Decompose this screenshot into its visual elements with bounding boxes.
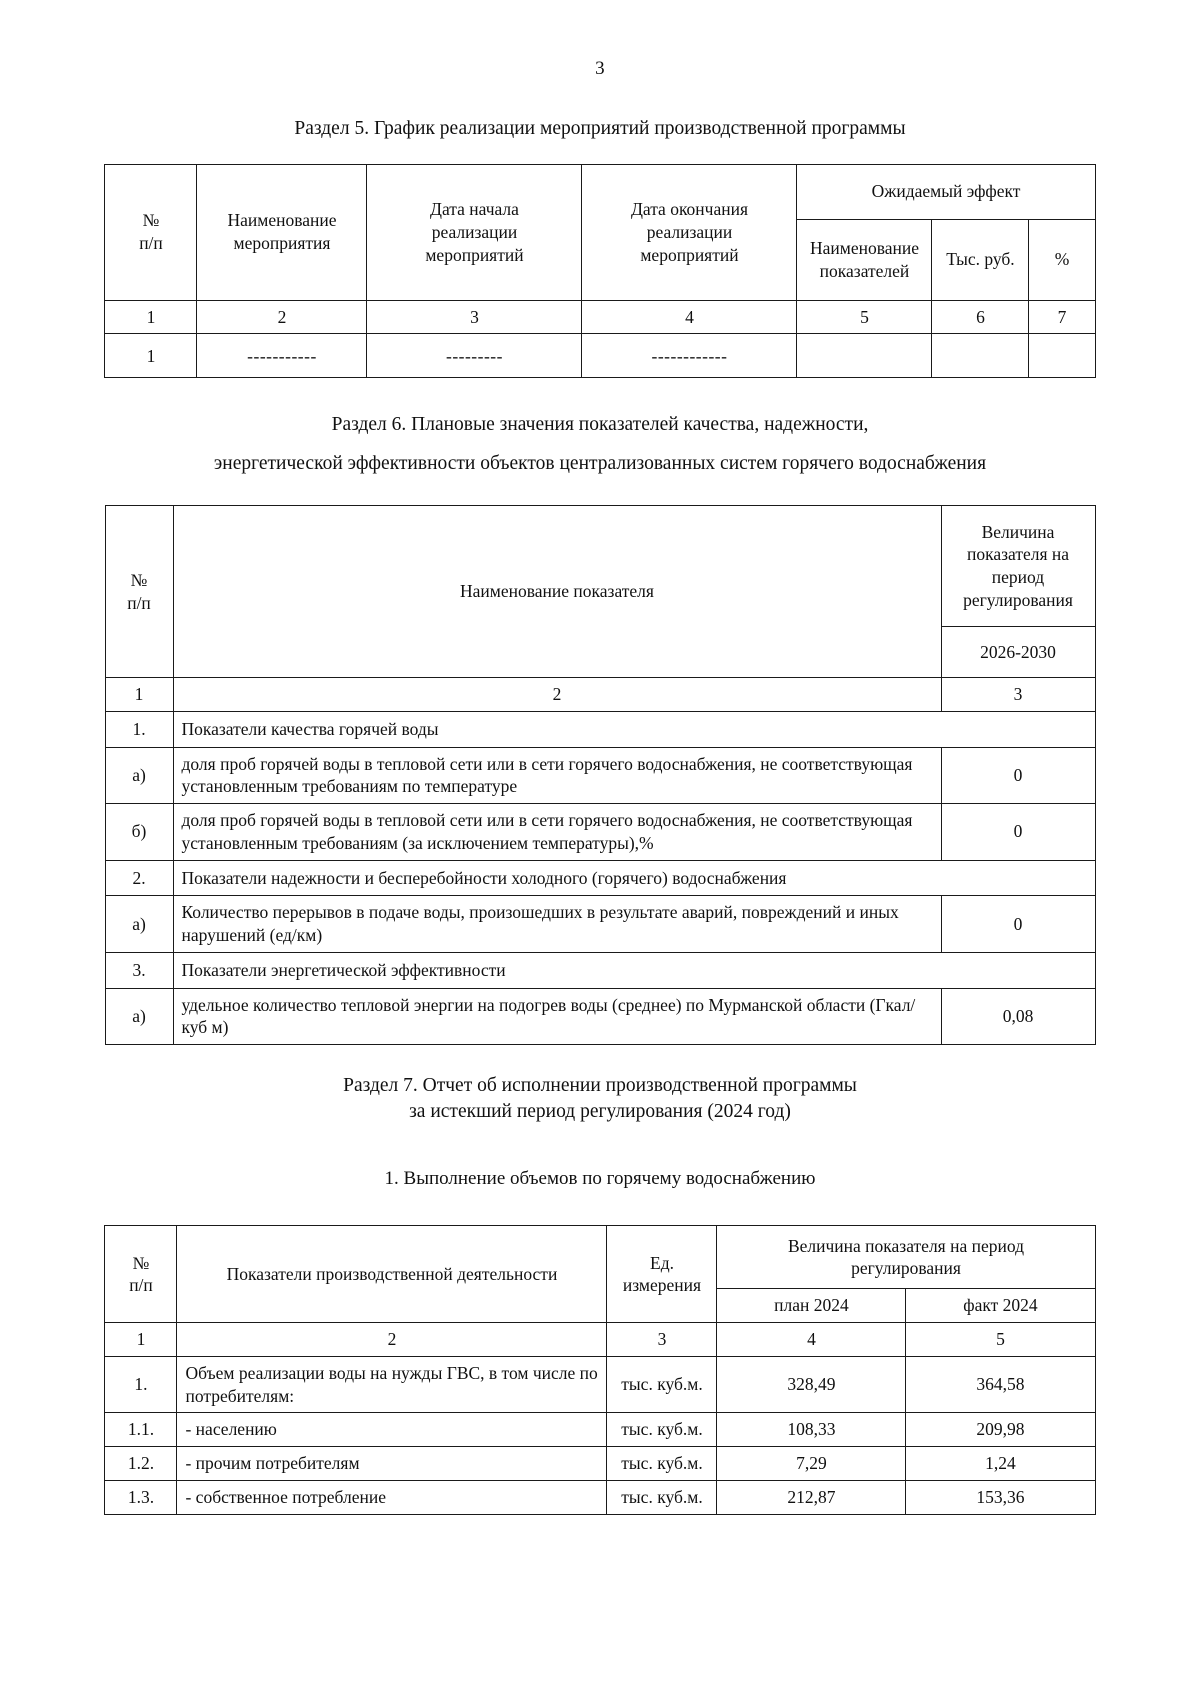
s6-numbering-row — [105, 678, 1095, 712]
s7-header-no — [105, 1226, 177, 1323]
s6-header-no-line1: № — [130, 569, 148, 590]
section-7-subsection-title: 1. Выполнение объемов по горячему водоснабжению — [384, 1167, 816, 1189]
s6-row1-no: а) — [105, 747, 173, 804]
s5-header-measure-name — [197, 164, 367, 300]
s7-row2-fact: 1,24 — [906, 1447, 1095, 1481]
s7-header-plan: план 2024 — [717, 1289, 906, 1323]
s7-col-num-2: 2 — [177, 1323, 607, 1357]
s5-col-num-7: 7 — [1029, 300, 1095, 334]
s5-row0-no: 1 — [105, 334, 197, 378]
section-5-title: Раздел 5. График реализации мероприятий производственной программы — [294, 118, 906, 139]
s5-row0-thousand-rubles — [932, 334, 1029, 378]
s6-row1-name: доля проб горячей воды в тепловой сети или в сети горячего водоснабжения, не соответствующая установленным требованиям по температуре — [173, 747, 941, 804]
page-number: 3 — [595, 58, 605, 79]
s7-header-unit — [607, 1226, 717, 1323]
s7-col-num-3: 3 — [607, 1323, 717, 1357]
s5-row0-indicator — [797, 334, 932, 378]
s7-header-unit-line1: Ед. — [650, 1252, 674, 1273]
section-6-table — [105, 505, 1096, 1045]
s5-row0-measure: ----------- — [197, 334, 367, 378]
s7-header-no-line2: п/п — [129, 1275, 153, 1296]
s7-row3-no: 1.3. — [105, 1480, 177, 1514]
s6-col-num-1: 1 — [105, 678, 173, 712]
s7-col-num-5: 5 — [906, 1323, 1095, 1357]
s7-row2-no: 1.2. — [105, 1447, 177, 1481]
s7-row0-activity: Объем реализации воды на нужды ГВС, в том числе по потребителям: — [177, 1356, 607, 1413]
table-row — [105, 952, 1095, 988]
s6-row1-value: 0 — [941, 747, 1095, 804]
s7-header-value — [717, 1226, 1095, 1289]
s5-header-end-line3: мероприятий — [640, 244, 739, 265]
s5-header-measure-name-line1: Наименование — [227, 210, 337, 231]
s7-header-unit-line2: измерения — [622, 1275, 702, 1296]
s7-header-no-line1: № — [132, 1252, 150, 1273]
s7-row3-unit: тыс. куб.м. — [607, 1480, 717, 1514]
s6-row2-no: б) — [105, 804, 173, 861]
table-row — [105, 896, 1095, 953]
s5-col-num-4: 4 — [582, 300, 797, 334]
table-row — [105, 1356, 1095, 1413]
table-row — [105, 711, 1095, 747]
s6-row3-no: 2. — [105, 860, 173, 896]
s7-row3-plan: 212,87 — [717, 1480, 906, 1514]
s6-row6-no: а) — [105, 988, 173, 1045]
s7-row1-fact: 209,98 — [906, 1413, 1095, 1447]
s5-header-expected-effect: Ожидаемый эффект — [797, 164, 1095, 219]
s6-row5-name: Показатели энергетической эффективности — [173, 952, 1095, 988]
s6-row6-name: удельное количество тепловой энергии на подогрев воды (среднее) по Мурманской области (Гкал/куб м) — [173, 988, 941, 1045]
s6-row3-name: Показатели надежности и бесперебойности холодного (горячего) водоснабжения — [173, 860, 1095, 896]
s7-header-value-line1: Величина показателя на период — [787, 1235, 1025, 1256]
s5-col-num-3: 3 — [367, 300, 582, 334]
s5-header-indicator-line1: Наименование — [809, 237, 919, 258]
s6-col-num-2: 2 — [173, 678, 941, 712]
s5-header-start-date — [367, 164, 582, 300]
s7-row2-unit: тыс. куб.м. — [607, 1447, 717, 1481]
s6-header-period: 2026-2030 — [941, 627, 1095, 678]
section-7-title-line1: Раздел 7. Отчет об исполнении производственной программы — [343, 1075, 857, 1097]
s7-row1-unit: тыс. куб.м. — [607, 1413, 717, 1447]
s7-numbering-row — [105, 1323, 1095, 1357]
table-row — [105, 804, 1095, 861]
s5-header-thousand-rubles: Тыс. руб. — [932, 219, 1029, 300]
s5-header-start-line1: Дата начала — [430, 199, 519, 220]
table-row — [105, 988, 1095, 1045]
s7-row3-activity: - собственное потребление — [177, 1480, 607, 1514]
section-7-table — [104, 1225, 1095, 1514]
s5-col-num-6: 6 — [932, 300, 1029, 334]
s6-header-no-line2: п/п — [127, 592, 151, 613]
section-5-table — [104, 164, 1095, 379]
s6-header-no — [105, 506, 173, 678]
section-7-title-line2: за истекший период регулирования (2024 год) — [409, 1101, 791, 1123]
s7-row0-plan: 328,49 — [717, 1356, 906, 1413]
s7-col-num-4: 4 — [717, 1323, 906, 1357]
s6-header-value-line3: период — [991, 567, 1045, 588]
s6-row5-no: 3. — [105, 952, 173, 988]
s6-header-value — [941, 506, 1095, 627]
s7-header-value-line2: регулирования — [851, 1258, 961, 1279]
s7-row1-no: 1.1. — [105, 1413, 177, 1447]
s6-header-value-line2: показателя на — [966, 544, 1070, 565]
s7-row3-fact: 153,36 — [906, 1480, 1095, 1514]
s7-col-num-1: 1 — [105, 1323, 177, 1357]
s7-row2-activity: - прочим потребителям — [177, 1447, 607, 1481]
s6-row4-value: 0 — [941, 896, 1095, 953]
s7-row0-fact: 364,58 — [906, 1356, 1095, 1413]
s5-col-num-1: 1 — [105, 300, 197, 334]
s7-header-fact: факт 2024 — [906, 1289, 1095, 1323]
section-6-title-line2: энергетической эффективности объектов централизованных систем горячего водоснабжения — [213, 452, 987, 474]
s6-row2-value: 0 — [941, 804, 1095, 861]
s5-header-no-line2: п/п — [139, 233, 163, 254]
table-row — [105, 860, 1095, 896]
s6-row2-name: доля проб горячей воды в тепловой сети или в сети горячего водоснабжения, не соответствующая установленным требованиям (за исключением температуры),% — [173, 804, 941, 861]
s5-numbering-row — [105, 300, 1095, 334]
s6-header-value-line1: Величина — [981, 521, 1055, 542]
s5-header-no-line1: № — [142, 210, 160, 231]
s7-row1-plan: 108,33 — [717, 1413, 906, 1447]
s6-header-value-line4: регулирования — [963, 589, 1073, 610]
s5-header-indicator-line2: показателей — [819, 260, 910, 281]
s6-row0-name: Показатели качества горячей воды — [173, 711, 1095, 747]
s5-header-end-line2: реализации — [646, 221, 733, 242]
s5-row0-end: ------------ — [582, 334, 797, 378]
s6-header-indicator-name: Наименование показателя — [173, 506, 941, 678]
s7-row1-activity: - населению — [177, 1413, 607, 1447]
section-6-title-line1: Раздел 6. Плановые значения показателей качества, надежности, — [331, 414, 869, 436]
s6-row6-value: 0,08 — [941, 988, 1095, 1045]
table-row — [105, 1413, 1095, 1447]
table-row — [105, 1447, 1095, 1481]
s5-header-start-line3: мероприятий — [425, 244, 524, 265]
s5-col-num-2: 2 — [197, 300, 367, 334]
s7-header-activity: Показатели производственной деятельности — [177, 1226, 607, 1323]
s5-header-end-date — [582, 164, 797, 300]
s5-header-end-line1: Дата окончания — [630, 199, 749, 220]
s5-header-measure-name-line2: мероприятия — [233, 233, 331, 254]
s5-row0-start: --------- — [367, 334, 582, 378]
s5-header-indicator-name — [797, 219, 932, 300]
table-row — [105, 1480, 1095, 1514]
s6-row4-no: а) — [105, 896, 173, 953]
s6-row0-no: 1. — [105, 711, 173, 747]
s7-row0-unit: тыс. куб.м. — [607, 1356, 717, 1413]
s5-header-no — [105, 164, 197, 300]
s5-header-percent: % — [1029, 219, 1095, 300]
s7-row2-plan: 7,29 — [717, 1447, 906, 1481]
s6-row4-name: Количество перерывов в подаче воды, произошедших в результате аварий, повреждений и иных нарушений (ед/км) — [173, 896, 941, 953]
s6-col-num-3: 3 — [941, 678, 1095, 712]
s5-header-start-line2: реализации — [431, 221, 518, 242]
s5-col-num-5: 5 — [797, 300, 932, 334]
s5-row0-percent — [1029, 334, 1095, 378]
table-row — [105, 747, 1095, 804]
s7-row0-no: 1. — [105, 1356, 177, 1413]
table-row — [105, 334, 1095, 378]
